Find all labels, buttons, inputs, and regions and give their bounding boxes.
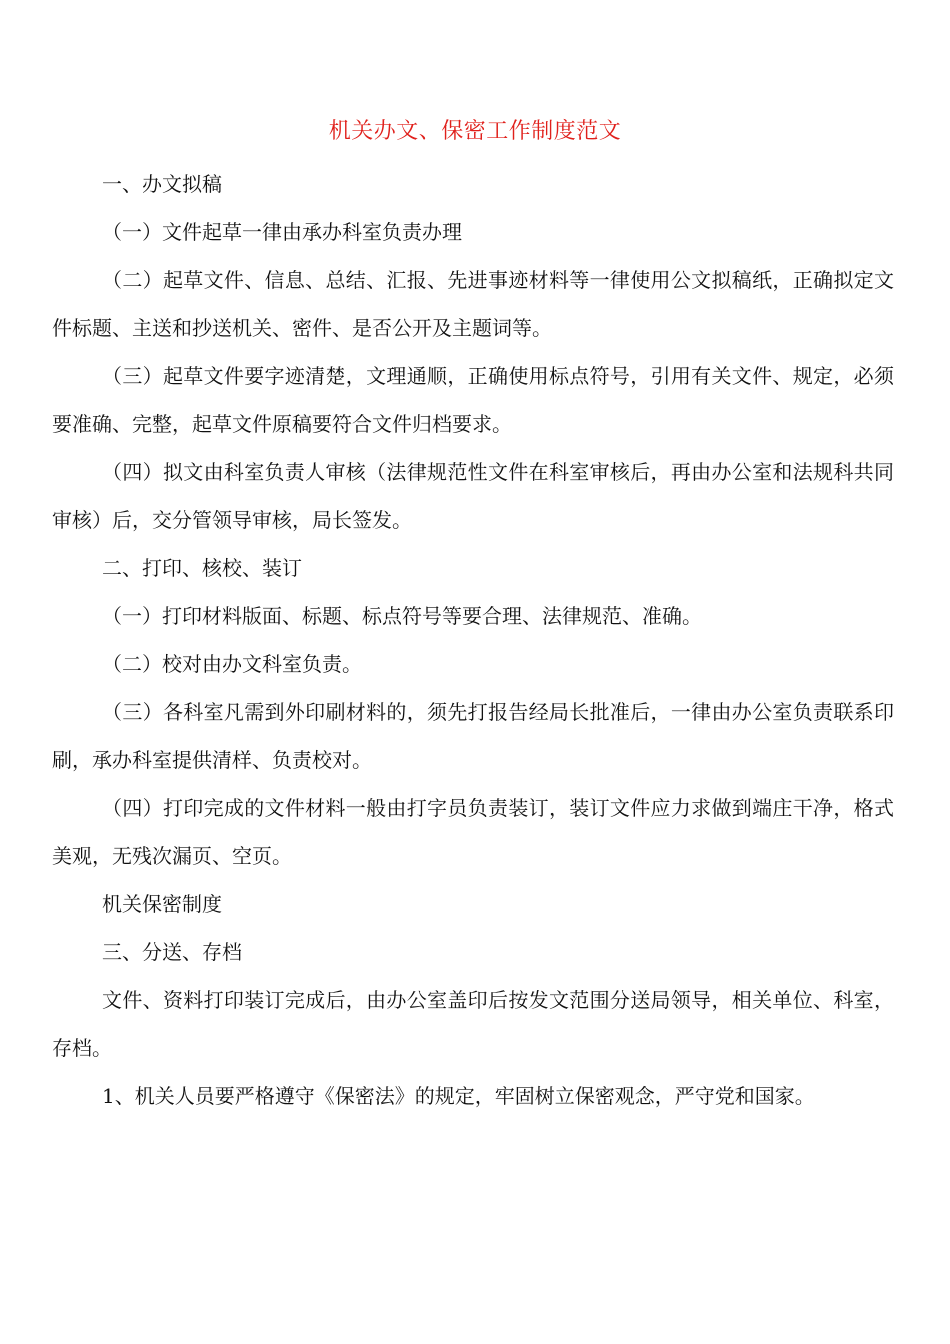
document-body xyxy=(52,160,894,1120)
paragraph: 1、机关人员要严格遵守《保密法》的规定，牢固树立保密观念，严守党和国家。 xyxy=(102,1084,815,1108)
paragraph: （四）拟文由科室负责人审核（法律规范性文件在科室审核后，再由办公室和法规科共同审核）后，交分管领导审核，局长签发。 xyxy=(52,460,894,532)
subtitle: 机关保密制度 xyxy=(102,892,222,916)
paragraph: （一）文件起草一律由承办科室负责办理 xyxy=(102,220,462,244)
paragraph: （四）打印完成的文件材料一般由打字员负责装订，装订文件应力求做到端庄干净，格式美观，无残次漏页、空页。 xyxy=(52,796,894,868)
section-heading-2: 二、打印、核校、装订 xyxy=(102,556,302,580)
paragraph: 文件、资料打印装订完成后，由办公室盖印后按发文范围分送局领导，相关单位、科室，存档。 xyxy=(52,988,894,1060)
paragraph: （二）校对由办文科室负责。 xyxy=(102,652,362,676)
section-heading-1: 一、办文拟稿 xyxy=(102,172,222,196)
document-title: 机关办文、保密工作制度范文 xyxy=(328,119,622,144)
paragraph: （一）打印材料版面、标题、标点符号等要合理、法律规范、准确。 xyxy=(102,604,702,628)
section-heading-3: 三、分送、存档 xyxy=(102,940,242,964)
paragraph: （二）起草文件、信息、总结、汇报、先进事迹材料等一律使用公文拟稿纸，正确拟定文件标题、主送和抄送机关、密件、是否公开及主题词等。 xyxy=(52,268,894,340)
paragraph: （三）各科室凡需到外印刷材料的，须先打报告经局长批准后，一律由办公室负责联系印刷，承办科室提供清样、负责校对。 xyxy=(52,700,894,772)
paragraph: （三）起草文件要字迹清楚，文理通顺，正确使用标点符号，引用有关文件、规定，必须要准确、完整，起草文件原稿要符合文件归档要求。 xyxy=(52,364,894,436)
